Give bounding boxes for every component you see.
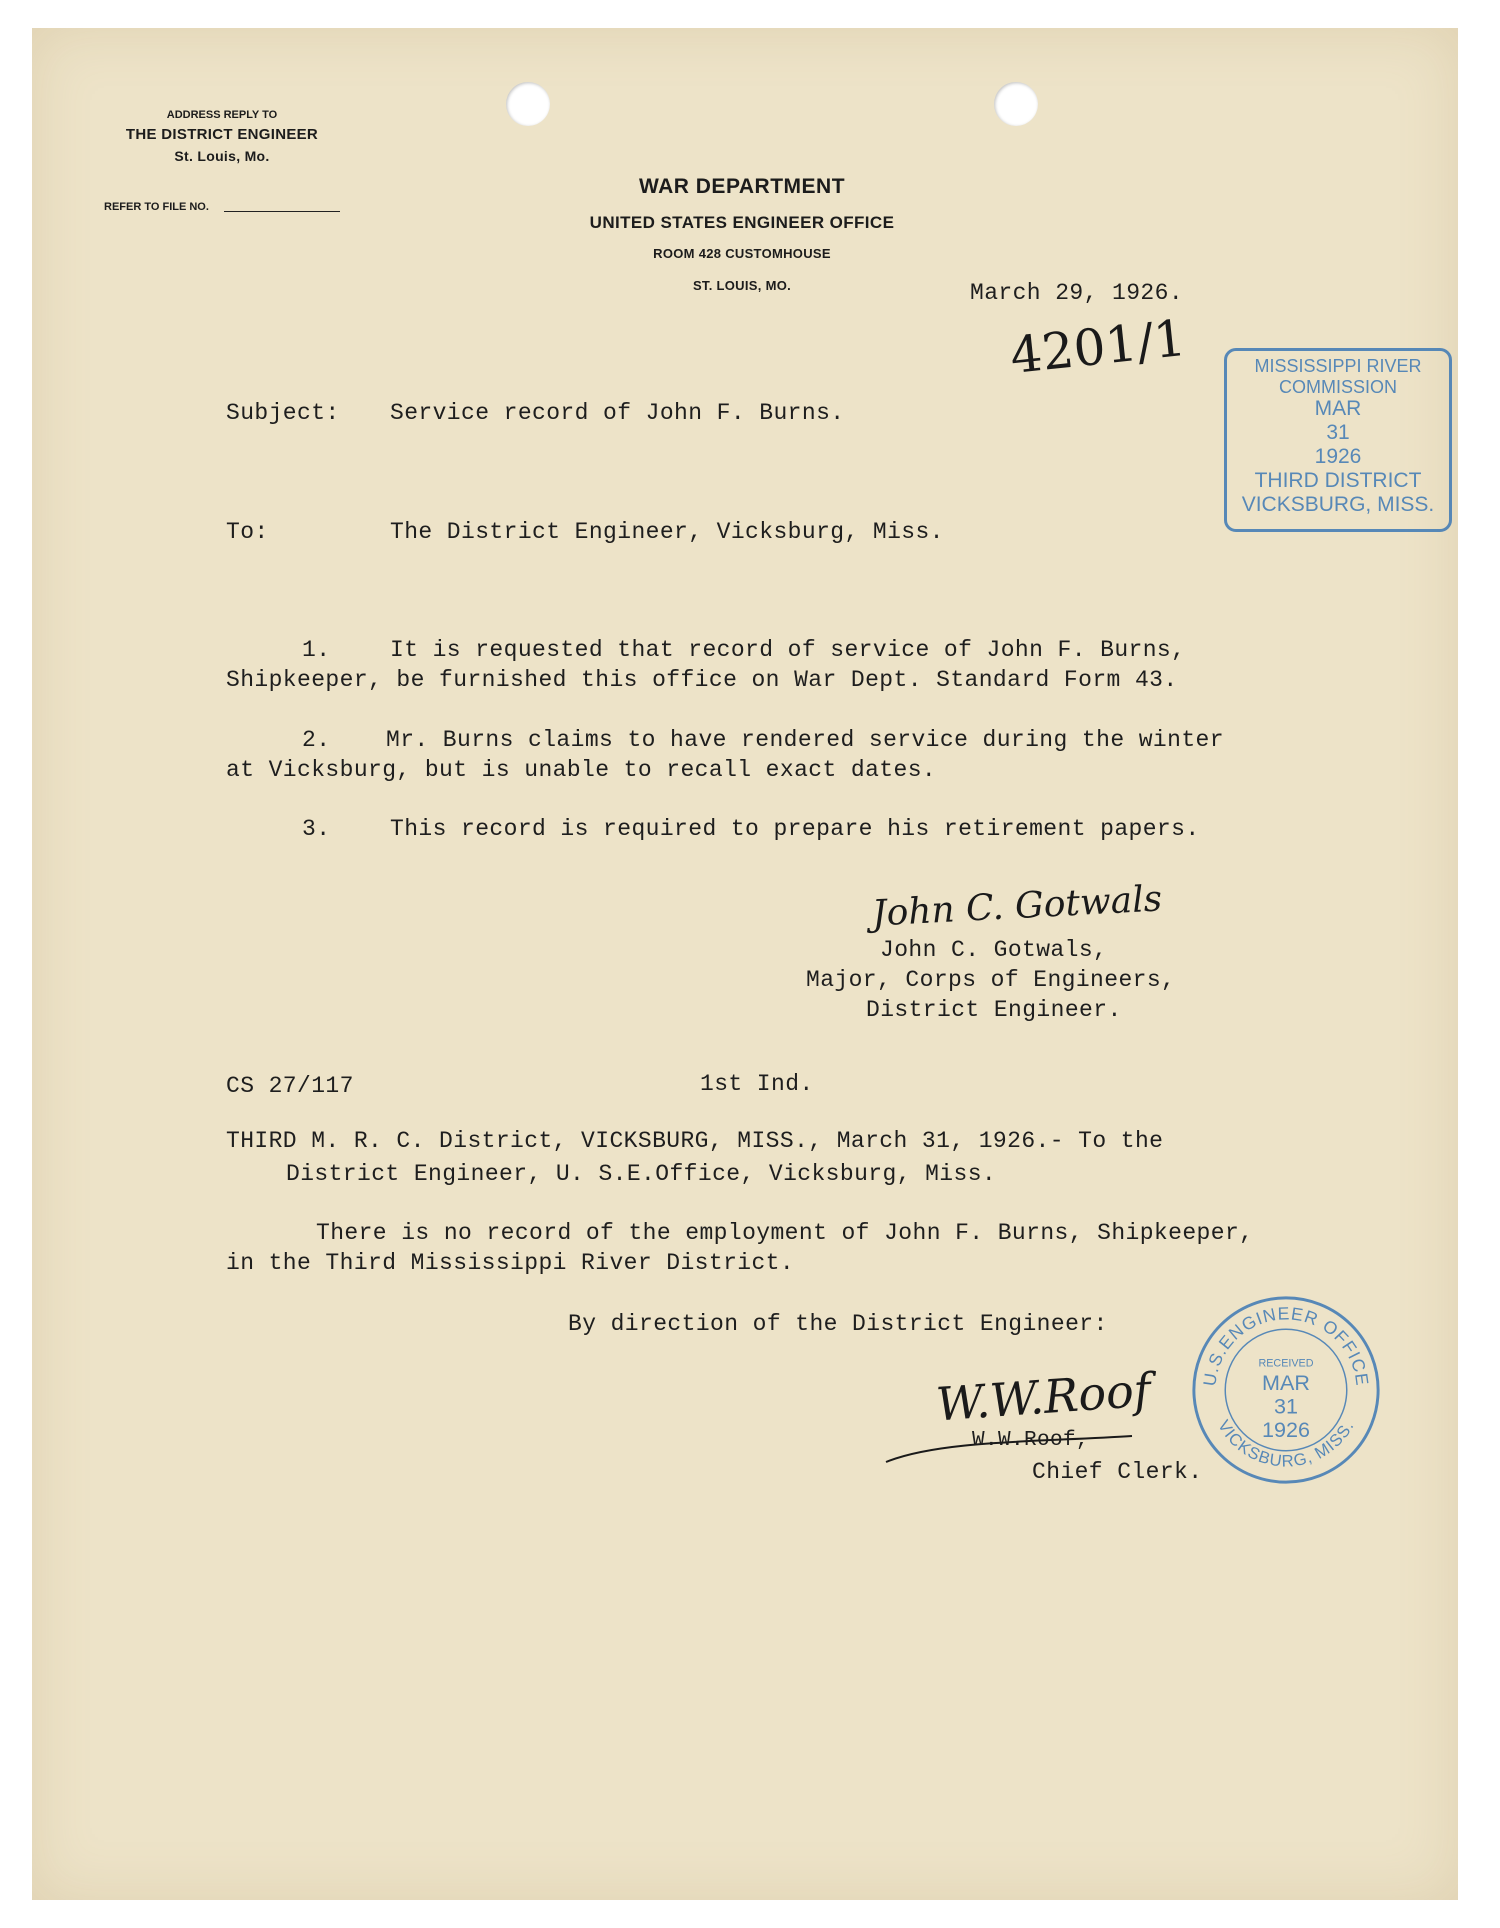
subject-text: Service record of John F. Burns.: [390, 400, 845, 426]
paragraph-1-line-2: Shipkeeper, be furnished this office on War Dept. Standard Form 43.: [226, 667, 1178, 693]
svg-text:1926: 1926: [1262, 1417, 1310, 1443]
room-heading: ROOM 428 CUSTOMHOUSE: [653, 246, 831, 261]
signer-name: John C. Gotwals,: [880, 937, 1108, 963]
paragraph-2-line-1: Mr. Burns claims to have rendered service during the winter: [386, 727, 1224, 753]
paragraph-1-line-1: It is requested that record of service of John F. Burns,: [390, 637, 1186, 663]
svg-text:RECEIVED: RECEIVED: [1258, 1357, 1314, 1370]
to-label: To:: [226, 519, 269, 545]
indorsement-label: 1st Ind.: [700, 1071, 814, 1097]
svg-text:MAR: MAR: [1262, 1370, 1310, 1395]
subject-label: Subject:: [226, 400, 340, 426]
signer-title: District Engineer.: [866, 997, 1122, 1023]
clerk-name: W.W.Roof,: [972, 1429, 1090, 1452]
paragraph-1-number: 1.: [302, 637, 331, 663]
indorsement-body-line-2: in the Third Mississippi River District.: [226, 1250, 795, 1276]
svg-text:U.S.ENGINEER OFFICE: U.S.ENGINEER OFFICE: [1199, 1303, 1373, 1388]
paragraph-3-number: 3.: [302, 816, 331, 842]
punch-hole-left: [506, 82, 550, 126]
letter-date: March 29, 1926.: [970, 280, 1184, 306]
refer-to-file-label: REFER TO FILE NO.: [104, 201, 209, 213]
file-number-line: [224, 211, 340, 212]
mississippi-river-commission-stamp: MISSISSIPPI RIVER COMMISSION MAR 31 1926 THIRD DISTRICT VICKSBURG, MISS.: [1224, 348, 1452, 532]
address-reply-to: ADDRESS REPLY TO: [166, 109, 278, 121]
indorsement-file-number: CS 27/117: [226, 1073, 354, 1099]
svg-text:VICKSBURG, MISS.: VICKSBURG, MISS.: [1214, 1416, 1358, 1471]
to-text: The District Engineer, Vicksburg, Miss.: [390, 519, 944, 545]
paragraph-3-line-1: This record is required to prepare his retirement papers.: [390, 816, 1200, 842]
roof-handwritten-signature: W.W.Roof: [934, 1362, 1153, 1432]
document-page: [32, 28, 1458, 1900]
handwritten-file-number: 4201/1: [1007, 308, 1189, 386]
clerk-title: Chief Clerk.: [1032, 1459, 1203, 1485]
indorsement-direction: By direction of the District Engineer:: [568, 1311, 1108, 1337]
city-left: St. Louis, Mo.: [174, 148, 270, 164]
indorsement-body-line-1: There is no record of the employment of John F. Burns, Shipkeeper,: [316, 1220, 1254, 1246]
district-engineer-heading: THE DISTRICT ENGINEER: [125, 126, 319, 143]
office-heading: UNITED STATES ENGINEER OFFICE: [589, 213, 895, 232]
paragraph-2-line-2: at Vicksburg, but is unable to recall exact dates.: [226, 757, 937, 783]
city-heading: ST. LOUIS, MO.: [692, 278, 792, 293]
department-heading: WAR DEPARTMENT: [638, 175, 846, 198]
indorsement-header-line-1: THIRD M. R. C. District, VICKSBURG, MISS., March 31, 1926.- To the: [226, 1128, 1164, 1154]
punch-hole-right: [994, 82, 1038, 126]
us-engineer-office-stamp: [1188, 1292, 1384, 1488]
svg-text:31: 31: [1274, 1393, 1298, 1419]
signer-rank: Major, Corps of Engineers,: [806, 967, 1176, 993]
paragraph-2-number: 2.: [302, 727, 331, 753]
gotwals-handwritten-signature: John C. Gotwals: [871, 878, 1164, 935]
indorsement-header-line-2: District Engineer, U. S.E.Office, Vicksburg, Miss.: [286, 1161, 997, 1187]
